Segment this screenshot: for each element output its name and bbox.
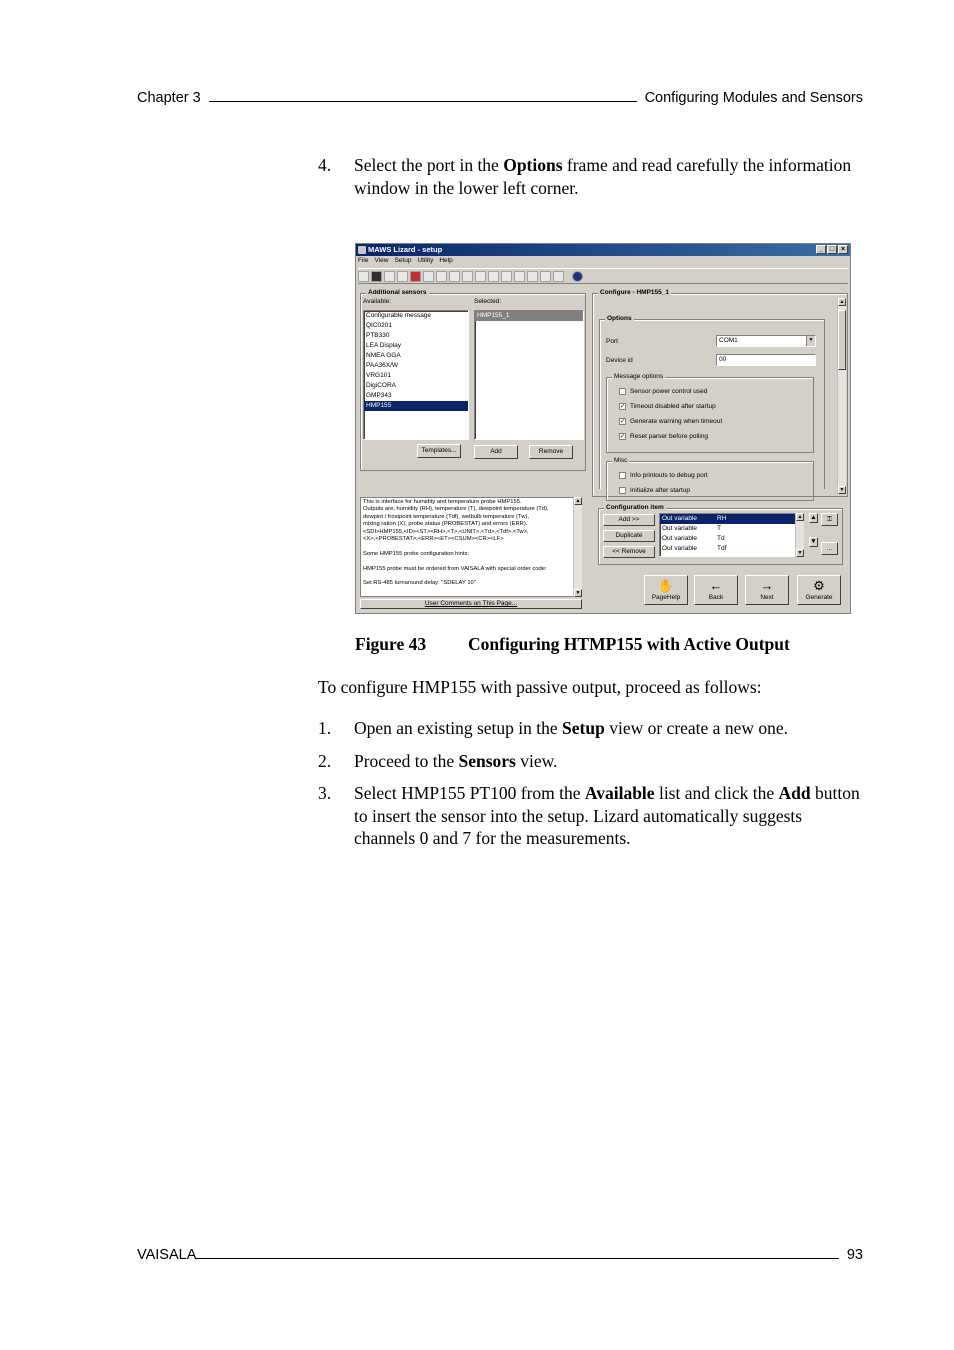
info-line: mixing ration (X), probe status (PROBESTAT) and errors (ERR).	[363, 521, 528, 528]
selected-label: Selected:	[474, 298, 502, 305]
footer-rule	[196, 1258, 838, 1259]
list-item[interactable]: LEA Display	[366, 342, 402, 349]
checkbox[interactable]: ✓	[620, 434, 626, 440]
key-button[interactable]	[821, 513, 838, 526]
row-type: Out variable	[662, 535, 698, 542]
additional-sensors-group	[360, 289, 586, 471]
info-line	[363, 573, 572, 580]
info-icon[interactable]	[572, 271, 583, 282]
device-icon[interactable]	[397, 271, 408, 282]
list-item[interactable]: NMEA GGA	[366, 352, 401, 359]
measurement-icon[interactable]	[449, 271, 460, 282]
info-line	[363, 543, 572, 550]
port-label: Port	[606, 338, 618, 345]
list-item[interactable]: PTB330	[366, 332, 390, 339]
menu-help[interactable]: Help	[439, 257, 453, 264]
list-item[interactable]: DigiCORA	[366, 382, 396, 389]
misc-group	[606, 457, 814, 501]
checkbox-label: Info printouts to debug port	[630, 472, 708, 479]
step-3	[318, 782, 863, 850]
page-header	[137, 86, 863, 106]
configuration-item-list[interactable]	[659, 513, 797, 557]
text-run: Select HMP155 PT100 from the	[354, 783, 585, 803]
pagehelp-button[interactable]: ✋ PageHelp	[644, 575, 688, 605]
scroll-up-icon[interactable]: ▲	[797, 514, 803, 520]
step-number: 3.	[318, 783, 332, 803]
document-icon[interactable]	[514, 271, 525, 282]
bold-term: Available	[584, 783, 655, 803]
device-id-label: Device id	[606, 357, 633, 364]
list-item[interactable]: VRG101	[366, 372, 391, 379]
generate-button[interactable]: ⚙ Generate	[797, 575, 841, 605]
checkbox[interactable]: ✓	[620, 404, 626, 410]
close-button[interactable]: ×	[838, 245, 848, 254]
arrow-down-icon: ▼	[810, 538, 817, 545]
step-1	[318, 717, 863, 740]
transfer-icon[interactable]	[501, 271, 512, 282]
misc-title: Misc	[614, 457, 628, 464]
checkbox-label: Timeout disabled after startup	[630, 403, 716, 410]
row-name: Tdf	[717, 545, 727, 552]
list-item[interactable]: GMP343	[366, 392, 392, 399]
chip-icon[interactable]	[371, 271, 382, 282]
info-line: Set RS-485 turnaround delay: "SDELAY 10"	[363, 580, 476, 587]
row-name: RH	[717, 515, 727, 522]
table-row[interactable]	[660, 544, 796, 554]
header-rule	[209, 101, 637, 102]
sensor-icon[interactable]	[410, 271, 421, 282]
next-button[interactable]: → Next	[745, 575, 789, 605]
company-name: VAISALA	[137, 1247, 197, 1263]
window-controls	[816, 245, 848, 254]
configuration-item-group	[598, 504, 843, 565]
templates-button[interactable]: Templates...	[417, 444, 461, 458]
table-row[interactable]	[660, 524, 796, 534]
list-item[interactable]: HMP155_1	[475, 311, 583, 321]
step-text	[354, 750, 863, 773]
info-line: <SDI>HMP155,<ID><ST><RH>,<T>,<UNIT>,<Td>,<Tdf>,<Tw>,	[363, 528, 529, 535]
menu-utility[interactable]: Utility	[417, 257, 434, 264]
info-scrollbar[interactable]	[573, 497, 582, 597]
scroll-up-icon[interactable]: ▲	[575, 498, 581, 504]
text-run: Proceed to the	[354, 751, 459, 771]
move-down-button[interactable]	[809, 537, 818, 547]
row-name: T	[717, 525, 721, 532]
app-icon	[358, 246, 366, 254]
generate-icon[interactable]	[553, 271, 564, 282]
checkbox[interactable]	[619, 472, 626, 479]
group-title: Additional sensors	[368, 289, 427, 296]
lizard-window	[355, 243, 851, 614]
options-title: Options	[607, 315, 632, 322]
info-line	[363, 558, 572, 565]
generate-icon: ⚙	[813, 578, 825, 593]
undo-icon[interactable]	[358, 271, 369, 282]
log-icon[interactable]	[475, 271, 486, 282]
message-options-group	[606, 373, 814, 453]
step-number: 2.	[318, 751, 332, 771]
text-run: list and click the	[654, 783, 779, 803]
menu-file[interactable]: File	[358, 257, 369, 264]
checkbox-label: Sensor power control used	[630, 388, 708, 395]
window-title: MAWS Lizard - setup	[368, 245, 443, 254]
selected-list[interactable]	[474, 310, 584, 440]
menu-bar	[358, 257, 453, 267]
options-group	[599, 315, 825, 494]
info-line: This is interface for humidity and temperature probe HMP155.	[363, 499, 522, 505]
pagehelp-icon: ✋	[657, 578, 675, 593]
step-number: 4.	[318, 155, 332, 175]
chapter-label: Chapter 3	[137, 90, 201, 106]
menu-setup[interactable]: Setup	[394, 257, 412, 264]
option-checkbox[interactable]	[619, 388, 707, 395]
config-remove-button[interactable]: << Remove	[603, 546, 655, 558]
figure-title: Configuring HTMP155 with Active Output	[468, 634, 790, 654]
toolbar	[358, 268, 848, 284]
display-icon[interactable]	[423, 271, 434, 282]
configure-title: Configure - HMP155_1	[600, 289, 669, 296]
text-run: view.	[515, 751, 558, 771]
option-checkbox[interactable]	[619, 487, 690, 494]
text-run: view or create a new one.	[604, 718, 788, 738]
scroll-thumb[interactable]	[838, 310, 846, 370]
page-footer	[137, 1243, 863, 1263]
info-line: dewpint / frostpoint temperature (Tdf), wetbulb temperature (Tw),	[363, 513, 529, 520]
checkbox-label: Reset parser before polling	[630, 433, 709, 440]
info-line: HMP155 probe must be ordered from VAISALA with special order code:	[363, 565, 547, 572]
row-type: Out variable	[662, 545, 698, 552]
step-2	[318, 750, 863, 773]
duplicate-button[interactable]: Duplicate	[603, 530, 655, 542]
step-text: Select the port in the Options frame and read carefully the information window in the lower left corner.	[354, 155, 852, 198]
available-list[interactable]	[363, 310, 469, 440]
checkbox-label: Generate warning when timeout	[630, 418, 723, 425]
chevron-down-icon[interactable]: ▼	[806, 336, 815, 346]
figure-caption	[355, 634, 790, 655]
more-button[interactable]: ...	[821, 542, 838, 555]
step-4	[318, 154, 863, 199]
back-arrow-icon: ←	[709, 578, 723, 593]
port-select[interactable]: COM1 ▼	[716, 335, 816, 347]
page-number: 93	[846, 1247, 863, 1263]
minimize-button[interactable]: _	[816, 245, 826, 254]
config-add-button[interactable]: Add >>	[603, 514, 655, 526]
network-icon[interactable]	[488, 271, 499, 282]
step-text	[354, 782, 863, 850]
intro-paragraph: To configure HMP155 with passive output, proceed as follows:	[318, 677, 762, 697]
list-item[interactable]: HMP155	[364, 401, 468, 411]
checkbox-label: Initialize after startup	[630, 487, 690, 494]
available-label: Available:	[363, 298, 392, 305]
table-row[interactable]	[660, 534, 796, 544]
window-titlebar	[356, 244, 850, 256]
row-name: Td	[717, 535, 725, 542]
table-row[interactable]	[660, 514, 796, 524]
checkbox[interactable]	[619, 388, 626, 395]
config-scrollbar[interactable]	[795, 513, 804, 557]
flag-icon[interactable]	[462, 271, 473, 282]
info-window	[360, 497, 575, 597]
chapter-title: Configuring Modules and Sensors	[644, 90, 863, 106]
list-item[interactable]: QIC0201	[366, 322, 393, 329]
step-number: 1.	[318, 718, 332, 738]
configuration-item-title: Configuration item	[606, 504, 664, 511]
device-id-field[interactable]: 00	[716, 354, 816, 366]
option-checkbox[interactable]	[619, 403, 716, 410]
info-line: Outputs are, humidity (RH), temperature (T), dewpoint temperature (Td),	[363, 506, 549, 513]
step-text	[354, 717, 863, 740]
bold-term: Add	[778, 783, 811, 803]
row-type: Out variable	[662, 525, 698, 532]
next-arrow-icon: →	[760, 578, 774, 593]
bold-term: Sensors	[458, 751, 516, 771]
module-icon[interactable]	[436, 271, 447, 282]
option-checkbox[interactable]	[619, 433, 708, 440]
scroll-down-icon[interactable]: ▼	[575, 590, 581, 596]
info-line: <X>,<PROBESTAT>,<ERR><ET><CSUM><CR><LF>	[363, 536, 504, 543]
arrow-up-icon: ▲	[810, 514, 817, 521]
scroll-down-icon[interactable]: ▼	[839, 487, 845, 493]
move-up-button[interactable]	[809, 513, 818, 523]
menu-view[interactable]: View	[374, 257, 389, 264]
checkbox[interactable]: ✓	[620, 419, 626, 425]
remove-button[interactable]: Remove	[529, 445, 573, 459]
configure-group	[592, 289, 848, 497]
message-options-title: Message options	[614, 373, 664, 380]
scroll-down-icon[interactable]: ▼	[797, 550, 803, 556]
device-icon[interactable]	[384, 271, 395, 282]
bold-term: Setup	[562, 718, 605, 738]
back-button[interactable]: ← Back	[694, 575, 738, 605]
maximize-button[interactable]: □	[827, 245, 837, 254]
user-comments-button[interactable]: User Comments on This Page...	[360, 599, 582, 609]
edit-icon[interactable]	[527, 271, 538, 282]
list-item[interactable]: PAA36X/W	[366, 362, 399, 369]
text-run: Open an existing setup in the	[354, 718, 563, 738]
key-icon: ⚿	[827, 516, 832, 523]
info-line: Some HMP155 probe configuration hints:	[363, 550, 470, 557]
list-item[interactable]: Configurable message	[366, 312, 432, 319]
scroll-up-icon[interactable]: ▲	[839, 299, 845, 305]
text-run: button to insert the sensor into the setup. Lizard automatically suggests channels 0 and 7 for the measurements.	[354, 783, 860, 848]
row-type: Out variable	[662, 515, 698, 522]
checkbox[interactable]	[619, 487, 626, 494]
configure-scrollbar[interactable]	[837, 298, 846, 494]
add-button[interactable]: Add	[474, 445, 518, 459]
option-checkbox[interactable]	[619, 418, 722, 425]
alarm-icon[interactable]	[540, 271, 551, 282]
option-checkbox[interactable]	[619, 472, 708, 479]
figure-number: Figure 43	[355, 634, 427, 654]
